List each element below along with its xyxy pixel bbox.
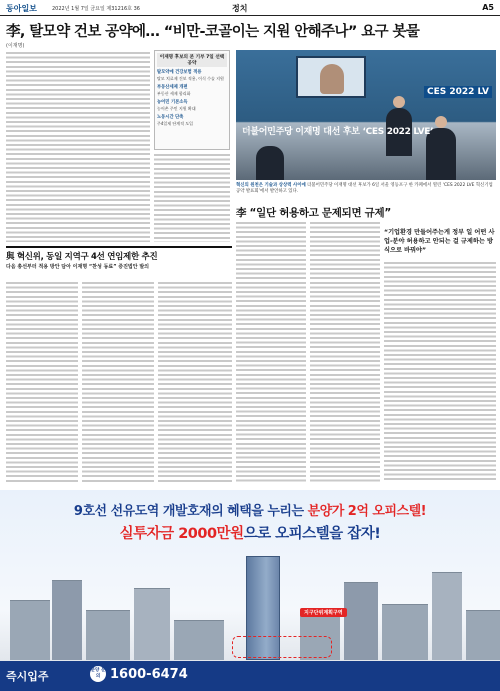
info-box-item (157, 99, 227, 111)
caption-text: 더불어민주당 이재명 대선 후보가 6일 서울 영등포구 한 카페에서 열린 ‘CES 2022 LVE 혁신기업 공약 발표회’에서 발언하고 있다. (236, 183, 493, 194)
info-box-item-title: 농어민 기본소득 (157, 100, 188, 105)
photo-banner-text: 더불어민주당 이재명 대선 후보 ‘CES 2022 LVE’ (242, 127, 434, 137)
ad-building (52, 580, 82, 660)
info-box-item-title: 노동시간 단축 (157, 115, 184, 120)
photo-caption (236, 183, 496, 194)
second-article-body-col3 (158, 282, 232, 482)
article-body-col1 (6, 52, 150, 242)
sub-headline: 李 “일단 허용하고 문제되면 규제” (236, 207, 391, 219)
article-body-col2 (154, 154, 230, 242)
ad-headline-prefix: 9호선 선유도역 개발호재의 혜택을 누리는 (73, 504, 308, 519)
section-name: 정치 (232, 4, 248, 13)
info-box-title: 이재명 후보의 본 기부 7일 선택 공약 (157, 53, 227, 67)
ad-building (174, 620, 224, 660)
ad-headline-highlight: 분양가 2억 오피스텔! (307, 504, 427, 519)
caption-lead: 혁신의 원천은 기술과 상상력 사이에 (236, 183, 306, 188)
sub-article-body-col1 (236, 222, 306, 482)
ad-zone-badge: 지구단위계획구역 (300, 608, 347, 617)
ad-subheadline (0, 522, 500, 543)
page-number: A5 (482, 3, 494, 12)
ad-headline (0, 500, 500, 519)
photo-person-head (435, 116, 447, 128)
second-headline: 與 혁신위, 동일 지역구 4선 연임제한 추진 (6, 252, 158, 262)
ad-subheadline-suffix: 으로 오피스텔을 잡자! (243, 526, 381, 542)
second-subheadline: 다음 총선부터 적용 방안 담아 이재명 “찬성 동료” 증진법안 발의 (6, 264, 149, 270)
info-box-item-title: 탈모약에 건강보험 적용 (157, 70, 202, 75)
screen-face (320, 64, 344, 94)
sub-article-body-col3 (384, 262, 496, 482)
info-box-item (157, 84, 227, 96)
ad-building (86, 610, 130, 660)
photo-event-tag: CES 2022 LV (424, 86, 492, 98)
ad-building (432, 572, 462, 660)
ad-subheadline-highlight: 실투자금 2000만원 (119, 526, 244, 542)
main-headline: 李, 탈모약 건보 공약에… “비만-코골이는 지원 안해주나” 요구 봇물 (6, 24, 420, 40)
inquiry-badge: 분양 문의 (90, 666, 106, 682)
info-box-item-title: 부동산세제 개편 (157, 85, 188, 90)
phone-number-link[interactable]: 1600-6474 (110, 667, 188, 682)
sub-article-body-col2 (310, 222, 380, 482)
section-divider (6, 246, 232, 248)
info-box-item-text: 주4일제 단계적 도입 (157, 121, 193, 126)
ad-building (134, 588, 170, 660)
second-article-body-col2 (82, 282, 154, 482)
second-article-body-col1 (6, 282, 78, 482)
info-box-item-text: 부동산 세제 합리화 (157, 91, 191, 96)
photo-person-head (393, 96, 405, 108)
pledge-info-box (154, 50, 230, 150)
newspaper-logo: 동아일보 (6, 3, 37, 13)
ad-building (10, 600, 50, 660)
ad-building (382, 604, 428, 660)
news-photo (236, 50, 496, 180)
ad-building (466, 610, 500, 660)
info-box-item (157, 114, 227, 126)
ad-zone-outline (232, 636, 332, 658)
info-box-item-text: 농어촌 주민 지원 확대 (157, 106, 196, 111)
info-box-item (157, 69, 227, 81)
byline: (이재명) (6, 43, 25, 49)
ad-building (344, 582, 378, 660)
move-in-cta: 즉시입주 (6, 670, 49, 683)
photo-person (256, 146, 284, 180)
ad-footer-bar[interactable] (0, 661, 500, 691)
pull-quote: “기업환경 만들어주는게 정부 일 어떤 사업-분야 허용하고 안되는 걸 규제하는 방식으로 바꿔야” (384, 229, 495, 254)
photo-screen (296, 56, 366, 98)
issue-date: 2022년 1월 7일 금요일 제31216호 36 (52, 6, 140, 12)
info-box-item-text: 탈모 치료제 건보 적용, 이식 수술 지원 (157, 76, 224, 81)
masthead (0, 0, 500, 16)
